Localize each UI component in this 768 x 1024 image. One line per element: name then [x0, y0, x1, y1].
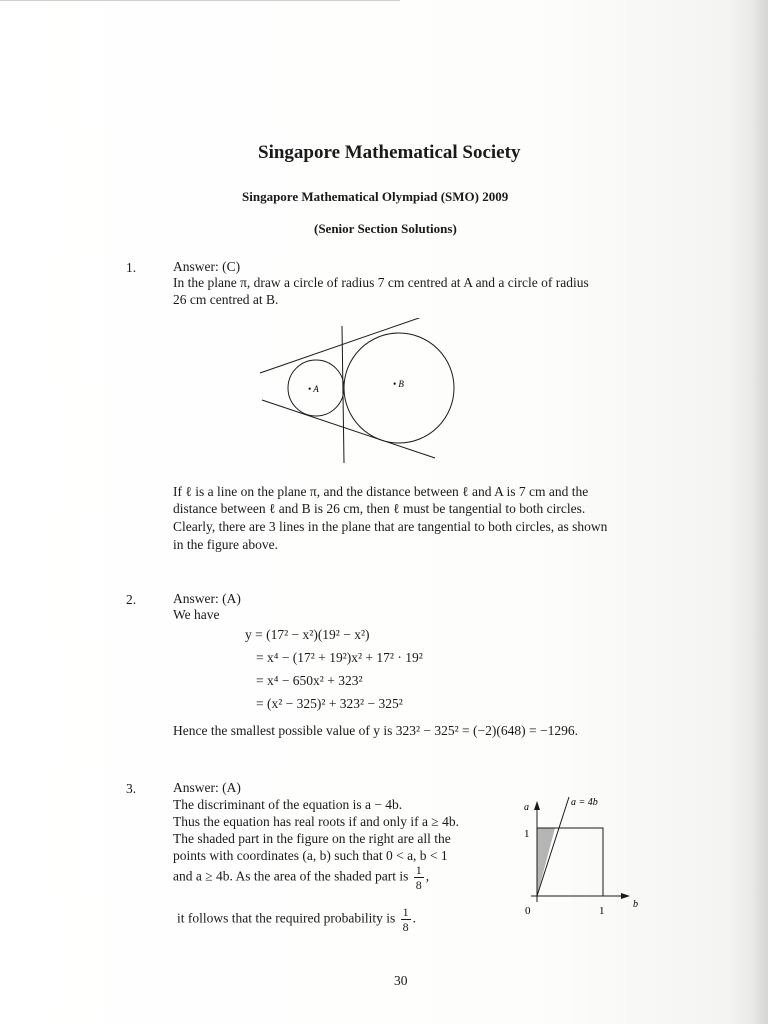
- q1-line2: 26 cm centred at B.: [173, 292, 279, 307]
- scan-edge-line: [0, 0, 400, 1]
- q3-prob-numerator: 1: [402, 905, 409, 919]
- q3-area-fraction: [414, 864, 424, 891]
- q3-probability-sentence: it follows that the required probability is $\frac{1}{8}$ .: [177, 905, 416, 934]
- q3-area-denominator: 8: [415, 878, 422, 892]
- page-title: Singapore Mathematical Society: [258, 142, 521, 163]
- section-title: (Senior Section Solutions): [314, 221, 457, 236]
- q3-line2: Thus the equation has real roots if and only if a ≥ 4b.: [173, 814, 459, 829]
- q3-prob-fraction: [401, 906, 411, 933]
- q3-answer: Answer: (A): [173, 780, 241, 795]
- label-a: • A: [308, 384, 319, 394]
- q1-explain-line2: distance between ℓ and B is 26 cm, then ℓ must be tangential to both circles.: [173, 501, 586, 516]
- q2-equation-line4: = (x² − 325)² + 323² − 325²: [256, 696, 403, 711]
- axis-a-label: a: [524, 802, 529, 813]
- page-number: 30: [394, 973, 408, 988]
- q3-line3: The shaded part in the figure on the right are all the: [173, 831, 451, 846]
- q2-number: 2.: [126, 592, 137, 607]
- q3-probability-region-figure: [505, 792, 655, 927]
- a-axis-arrow: [534, 801, 540, 810]
- q2-intro: We have: [173, 607, 220, 622]
- q2-equation-line2: = x⁴ − (17² + 19²)x² + 17² · 19²: [256, 650, 423, 665]
- q2-answer: Answer: (A): [173, 591, 241, 606]
- q3-area-prefix: and a ≥ 4b. As the area of the shaded part is: [173, 868, 409, 884]
- q3-line1: The discriminant of the equation is a − 4b.: [173, 797, 403, 812]
- q1-explain-line3: Clearly, there are 3 lines in the plane that are tangential to both circles, as shown: [173, 519, 608, 534]
- q1-tangent-circles-figure: [250, 318, 460, 468]
- tick-1-horizontal: 1: [599, 905, 605, 917]
- q3-prob-prefix: it follows that the required probability is: [177, 910, 396, 926]
- page-subtitle: Singapore Mathematical Olympiad (SMO) 2009: [242, 189, 509, 204]
- q1-explain-line4: in the figure above.: [173, 537, 278, 552]
- q2-equation-line3: = x⁴ − 650x² + 323²: [256, 673, 363, 688]
- tick-1-vertical: 1: [524, 828, 530, 840]
- q1-number: 1.: [126, 260, 137, 275]
- q3-number: 3.: [126, 781, 137, 796]
- shaded-region: [537, 828, 555, 896]
- q3-area-numerator: 1: [415, 863, 422, 877]
- tick-0: 0: [525, 905, 531, 917]
- q2-equation-line1: y = (17² − x²)(19² − x²): [245, 627, 370, 642]
- q1-line1: In the plane π, draw a circle of radius 7 cm centred at A and a circle of radius: [173, 275, 589, 290]
- q1-answer: Answer: (C): [173, 259, 241, 274]
- q2-conclusion: Hence the smallest possible value of y is 323² − 325² = (−2)(648) = −1296.: [173, 723, 578, 738]
- page-edge-shadow: [728, 0, 768, 1024]
- q1-explain-line1: If ℓ is a line on the plane π, and the distance between ℓ and A is 7 cm and the: [173, 484, 589, 499]
- q3-area-sentence: and a ≥ 4b. As the area of the shaded part is $\frac{1}{8}$ ,: [173, 863, 430, 892]
- b-axis-arrow: [621, 893, 630, 899]
- line-label: a = 4b: [571, 797, 598, 808]
- common-tangent-top: [260, 318, 442, 373]
- q3-line4: points with coordinates (a, b) such that 0 < a, b < 1: [173, 848, 448, 863]
- axis-b-label: b: [633, 899, 638, 910]
- label-b: • B: [393, 379, 404, 389]
- q3-prob-denominator: 8: [402, 920, 409, 934]
